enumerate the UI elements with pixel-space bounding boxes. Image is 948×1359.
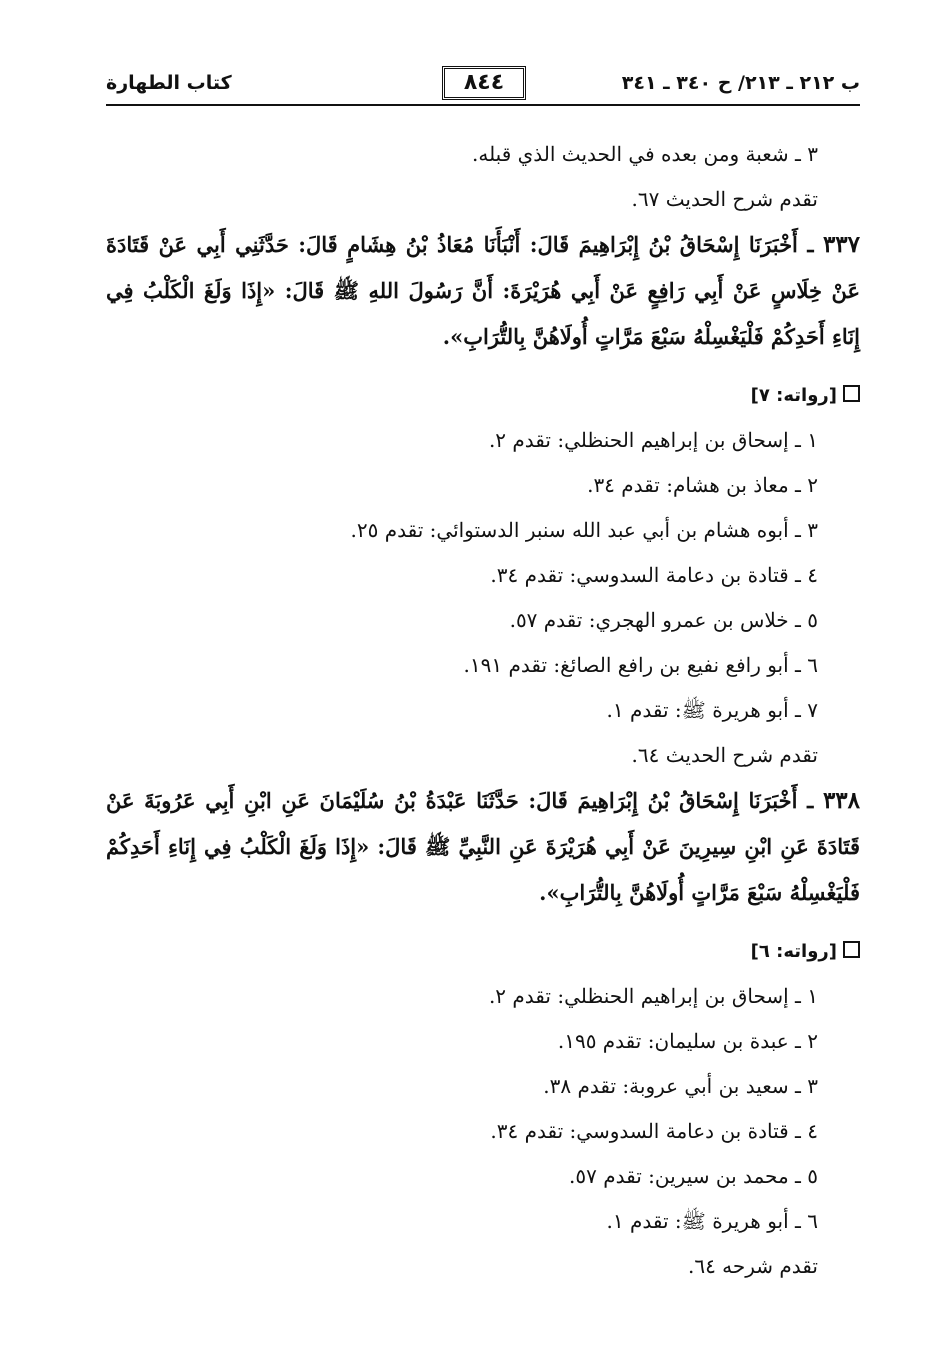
hadith-337 (106, 222, 860, 360)
hadith-number: ٣٣٧ (822, 231, 860, 258)
page-body (106, 132, 860, 1289)
explanation-ref: تقدم شرحه ٦٤. (687, 1254, 818, 1278)
header-chapter-ref: ب ٢١٢ ـ ٢١٣/ ح ٣٤٠ ـ ٣٤١ (621, 72, 860, 94)
list-item: ١ ـ إسحاق بن إبراهيم الحنظلي: تقدم ٢. (488, 984, 818, 1008)
hadith-text: ـ أَخْبَرَنَا إِسْحَاقُ بْنُ إِبْرَاهِيمَ قَالَ: حَدَّثَنَا عَبْدَةُ بْنُ سُلَيْمَانَ عَنِ ابْنِ أَبِي عَرُوبَةَ عَنْ قَتَادَةَ عَنِ ابْنِ سِيرِينَ عَنْ أَبِي هُرَيْرَةَ عَنِ النَّبِيِّ ﷺ قَالَ: «إِذَا وَلَغَ الْكَلْبُ فِي إِنَاءِ أَحَدِكُمْ فَلْيَغْسِلْهُ سَبْعَ مَرَّاتٍ أُولَاهُنَّ بِالتُّرَابِ». (106, 788, 860, 905)
intro-line: ٣ ـ شعبة ومن بعده في الحديث الذي قبله. (471, 142, 818, 166)
header-rule (106, 104, 860, 106)
hadith-number: ٣٣٨ (822, 787, 861, 814)
page-number: ٨٤٤ (442, 66, 526, 100)
list-item: ٦ ـ أبو هريرة ﷺ: تقدم ١. (606, 1209, 818, 1233)
list-item: ٥ ـ محمد بن سيرين: تقدم ٥٧. (569, 1164, 818, 1188)
narrators-heading (106, 930, 860, 974)
intro-line: تقدم شرح الحديث ٦٧. (631, 187, 818, 211)
narrators-title: [رواته: ٦] (750, 941, 837, 962)
list-item: ٦ ـ أبو رافع نفيع بن رافع الصائغ: تقدم ١٩١. (463, 653, 818, 677)
hadith-338 (106, 778, 860, 916)
list-item: ٢ ـ عبدة بن سليمان: تقدم ١٩٥. (557, 1029, 818, 1053)
list-item: ١ ـ إسحاق بن إبراهيم الحنظلي: تقدم ٢. (488, 428, 818, 452)
narrators-title: [رواته: ٧] (750, 385, 837, 406)
list-item: ٢ ـ معاذ بن هشام: تقدم ٣٤. (587, 473, 818, 497)
hadith-text: ـ أَخْبَرَنَا إِسْحَاقُ بْنُ إِبْرَاهِيمَ قَالَ: أَنْبَأَنَا مُعَاذُ بْنُ هِشَامٍ قَالَ: حَدَّثَنِي أَبِي عَنْ قَتَادَةَ عَنْ خِلَاسٍ عَنْ أَبِي رَافِعٍ عَنْ أَبِي هُرَيْرَةَ: أَنَّ رَسُولَ اللهِ ﷺ قَالَ: «إِذَا وَلَغَ الْكَلْبُ فِي إِنَاءِ أَحَدِكُمْ فَلْيَغْسِلْهُ سَبْعَ مَرَّاتٍ أُولَاهُنَّ بِالتُّرَابِ». (106, 232, 860, 349)
list-item: ٣ ـ أبوه هشام بن أبي عبد الله سنبر الدستوائي: تقدم ٢٥. (350, 518, 818, 542)
list-item: ٧ ـ أبو هريرة ﷺ: تقدم ١. (606, 698, 818, 722)
list-item: ٣ ـ سعيد بن أبي عروبة: تقدم ٣٨. (543, 1074, 818, 1098)
page-header (106, 66, 860, 106)
explanation-ref: تقدم شرح الحديث ٦٤. (631, 743, 818, 767)
checkbox-square-icon (843, 385, 860, 402)
checkbox-square-icon (843, 941, 860, 958)
list-item: ٤ ـ قتادة بن دعامة السدوسي: تقدم ٣٤. (490, 1119, 818, 1143)
narrators-heading (106, 374, 860, 418)
list-item: ٥ ـ خلاس بن عمرو الهجري: تقدم ٥٧. (509, 608, 818, 632)
list-item: ٤ ـ قتادة بن دعامة السدوسي: تقدم ٣٤. (490, 563, 818, 587)
header-book-title: كتاب الطهارة (106, 72, 232, 94)
